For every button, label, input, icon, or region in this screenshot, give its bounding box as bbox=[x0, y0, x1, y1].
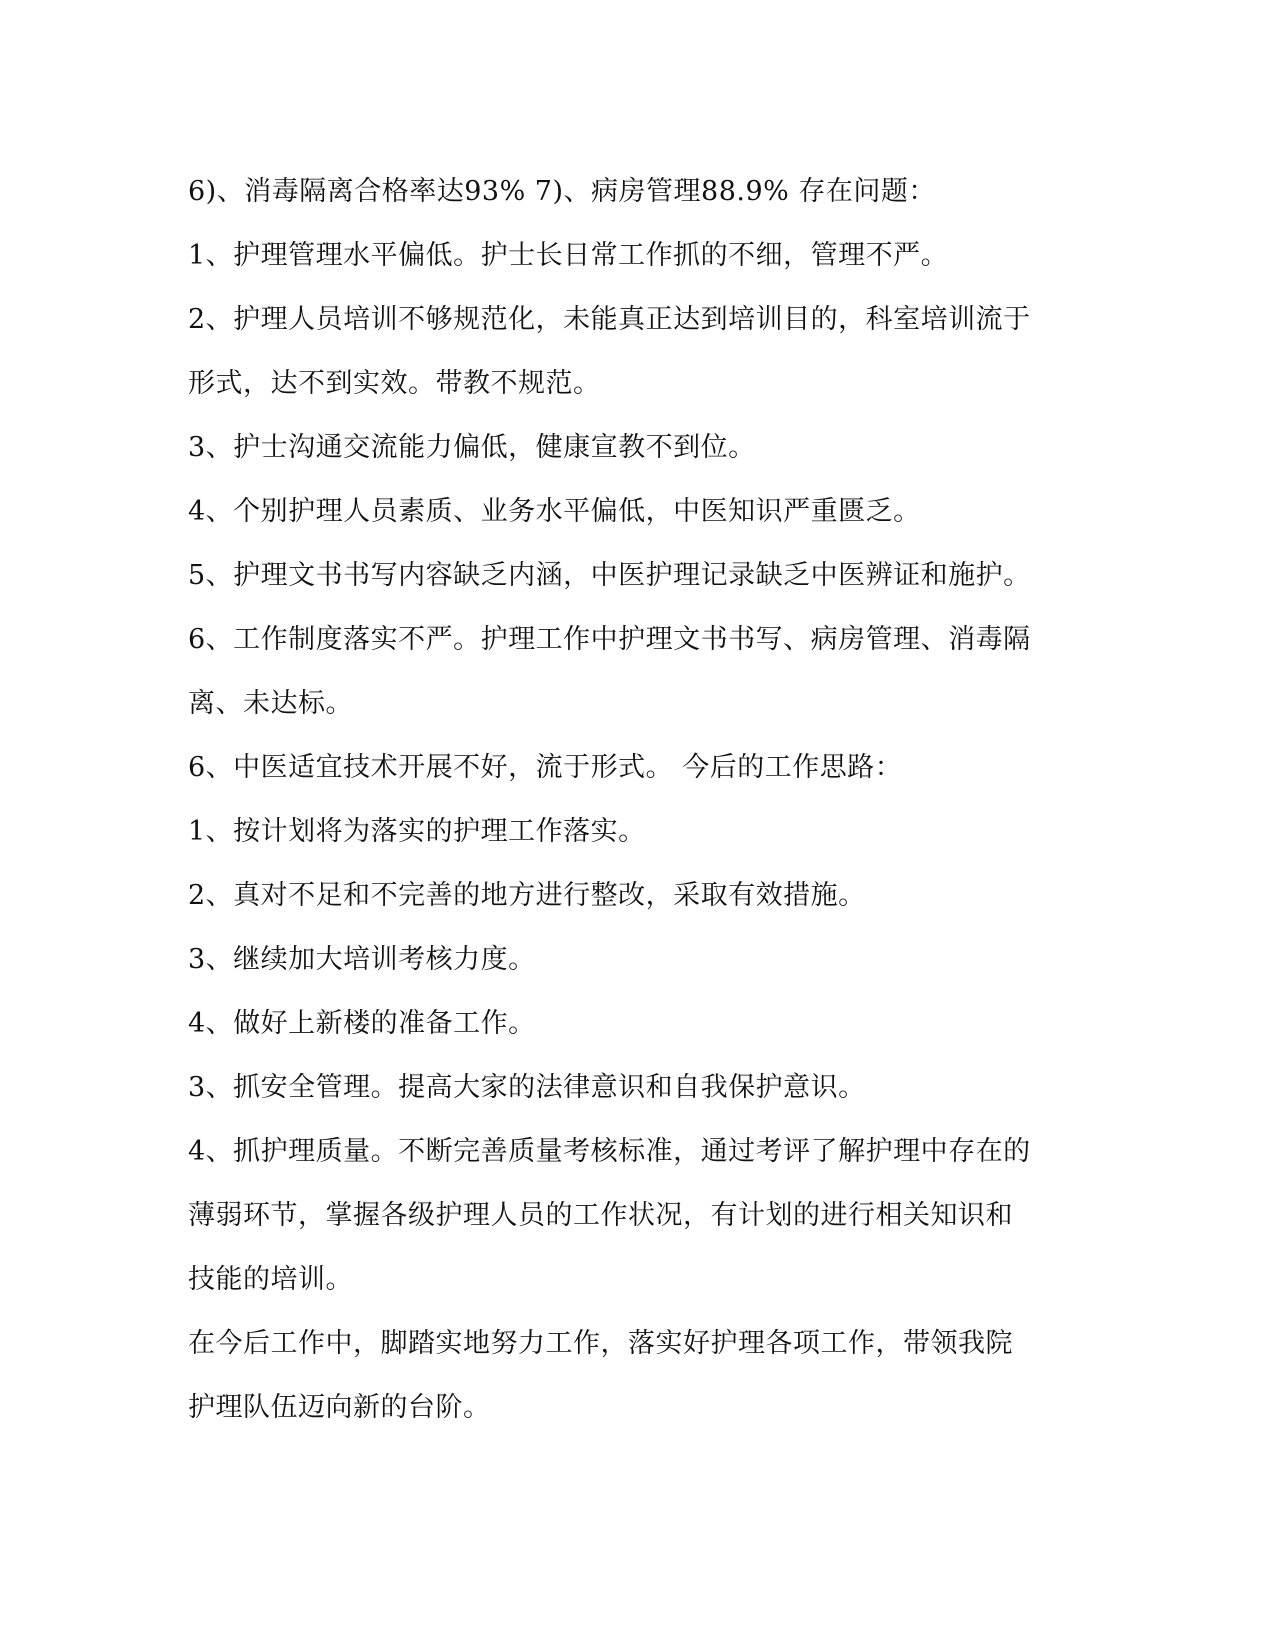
text-line-8: 6、工作制度落实不严。护理工作中护理文书书写、病房管理、消毒隔 bbox=[188, 624, 1031, 655]
text-line-18: 技能的培训。 bbox=[188, 1264, 353, 1295]
document-body bbox=[188, 160, 1088, 1436]
text-line-20: 护理队伍迈向新的台阶。 bbox=[188, 1392, 491, 1423]
text-line-15: 3、抓安全管理。提高大家的法律意识和自我保护意识。 bbox=[188, 1072, 866, 1103]
text-line-6: 4、个别护理人员素质、业务水平偏低，中医知识严重匮乏。 bbox=[188, 496, 921, 527]
text-line-5: 3、护士沟通交流能力偏低，健康宣教不到位。 bbox=[188, 432, 756, 463]
text-line-13: 3、继续加大培训考核力度。 bbox=[188, 944, 536, 975]
text-line-11: 1、按计划将为落实的护理工作落实。 bbox=[188, 816, 646, 847]
text-line-19: 在今后工作中，脚踏实地努力工作，落实好护理各项工作，带领我院 bbox=[188, 1328, 1013, 1359]
text-line-9: 离、未达标。 bbox=[188, 688, 353, 719]
text-line-2: 1、护理管理水平偏低。护士长日常工作抓的不细，管理不严。 bbox=[188, 240, 949, 271]
text-line-14: 4、做好上新楼的准备工作。 bbox=[188, 1008, 536, 1039]
text-line-10: 6、中医适宜技术开展不好，流于形式。 今后的工作思路： bbox=[188, 752, 903, 783]
text-line-4: 形式，达不到实效。带教不规范。 bbox=[188, 368, 601, 399]
text-line-12: 2、真对不足和不完善的地方进行整改，采取有效措施。 bbox=[188, 880, 866, 911]
text-line-17: 薄弱环节，掌握各级护理人员的工作状况，有计划的进行相关知识和 bbox=[188, 1200, 1013, 1231]
text-line-3: 2、护理人员培训不够规范化，未能真正达到培训目的，科室培训流于 bbox=[188, 304, 1031, 335]
text-line-1: 6)、消毒隔离合格率达93% 7)、病房管理88.9% 存在问题： bbox=[188, 176, 936, 207]
text-line-7: 5、护理文书书写内容缺乏内涵，中医护理记录缺乏中医辨证和施护。 bbox=[188, 560, 1031, 591]
text-line-16: 4、抓护理质量。不断完善质量考核标准，通过考评了解护理中存在的 bbox=[188, 1136, 1031, 1167]
